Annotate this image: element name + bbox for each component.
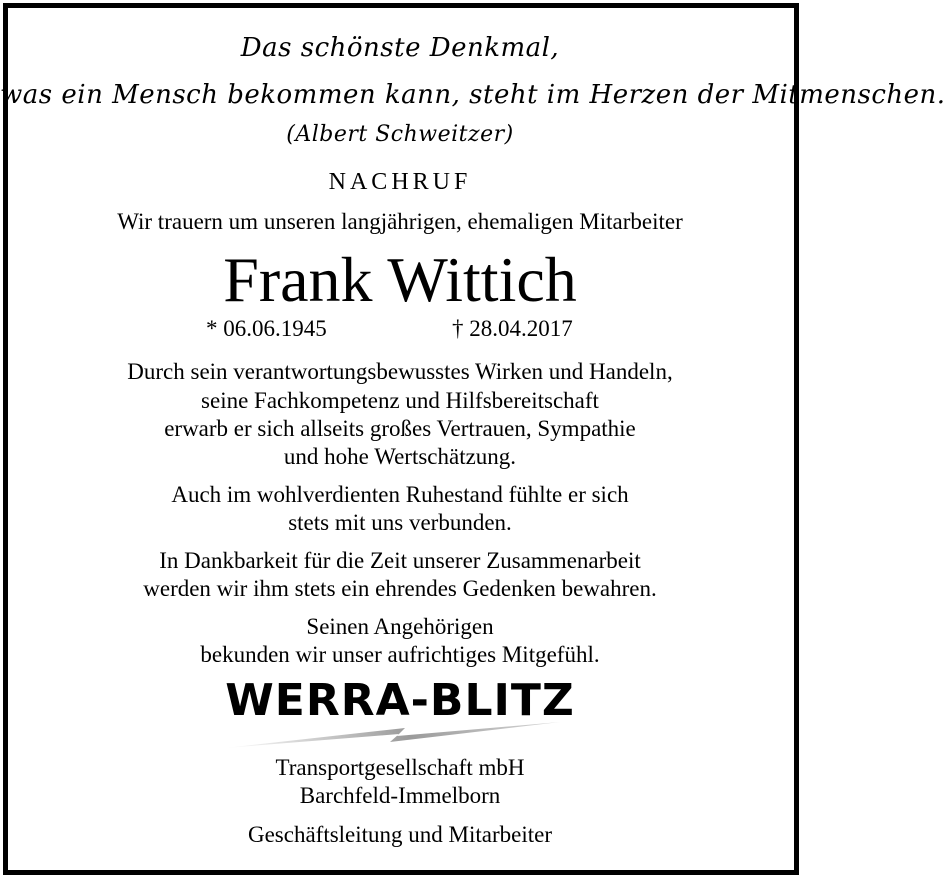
- lightning-swoosh-icon: [215, 676, 585, 752]
- death-date: † 28.04.2017: [452, 316, 573, 341]
- signature: Geschäftsleitung und Mitarbeiter: [247, 822, 553, 847]
- paragraph-3-line-2: werden wir ihm stets ein ehrendes Gedenken bewahren.: [143, 576, 657, 601]
- quote-line-1: Das schönste Denkmal,: [240, 33, 560, 63]
- company-logo-text: WERRA-BLITZ: [225, 675, 575, 726]
- heading: NACHRUF: [328, 169, 472, 195]
- intro-text: Wir trauern um unseren langjährigen, ehemaligen Mitarbeiter: [117, 209, 683, 234]
- birth-date: * 06.06.1945: [206, 316, 327, 341]
- paragraph-4-line-1: Seinen Angehörigen: [306, 614, 494, 639]
- company-logo: [215, 676, 585, 752]
- paragraph-3-line-1: In Dankbarkeit für die Zeit unserer Zusammenarbeit: [159, 548, 641, 573]
- paragraph-2-line-2: stets mit uns verbunden.: [288, 510, 512, 535]
- deceased-name: Frank Wittich: [223, 244, 577, 315]
- paragraph-4-line-2: bekunden wir unser aufrichtiges Mitgefühl.: [200, 642, 600, 667]
- quote-author: (Albert Schweitzer): [286, 122, 514, 147]
- quote-line-2: was ein Mensch bekommen kann, steht im Herzen der Mitmenschen.: [0, 80, 946, 110]
- company-location: Barchfeld-Immelborn: [299, 783, 501, 808]
- paragraph-2-line-1: Auch im wohlverdienten Ruhestand fühlte er sich: [171, 482, 629, 507]
- paragraph-1-line-2: seine Fachkompetenz und Hilfsbereitschaft: [201, 388, 599, 413]
- company-name: Transportgesellschaft mbH: [275, 755, 525, 780]
- paragraph-1-line-1: Durch sein verantwortungsbewusstes Wirken und Handeln,: [127, 359, 673, 384]
- paragraph-1-line-4: und hohe Wertschätzung.: [283, 444, 517, 469]
- paragraph-1-line-3: erwarb er sich allseits großes Vertrauen, Sympathie: [164, 416, 636, 441]
